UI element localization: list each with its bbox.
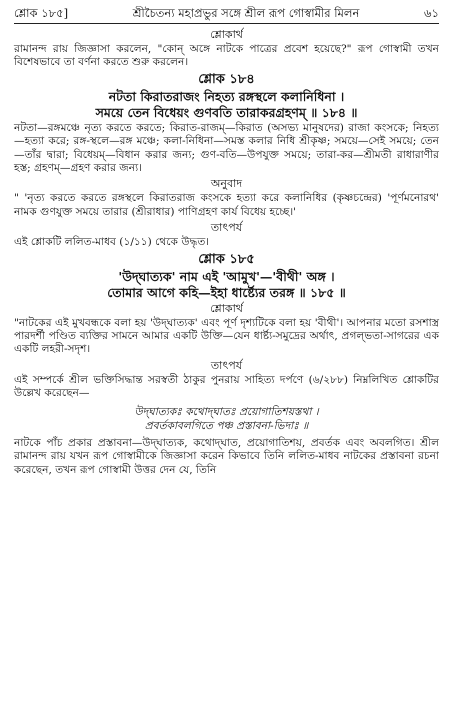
purport-text: নাটকে পাঁচ প্রকার প্রস্তাবনা—উদ্‌ঘাত্যক, কথোদ্‌ঘাত, প্রয়োগাতিশয়, প্রবর্তক এবং অবলগিত। শ্রীল রামানন্দ রায় যখন রূপ গোস্বামীকে জিজ্ঞাসা করেন কিভাবে তিনি ললিত-মাধব নাটকের প্রস্তাবনা রচনা করেছেন, তখন রূপ গোস্বামী উত্তর দেন যে, তিনি <box>14 436 439 476</box>
verse-line: নটতা কিরাতরাজং নিহত্য রঙ্গস্থলে কলানিধিনা । <box>108 88 345 104</box>
verse-line: 'উদ্‌ঘাত্যক' নাম এই 'আমুখ'—'বীথী' অঙ্গ । <box>118 268 335 284</box>
word-synonyms: নটতা—রঙ্গমঞ্চে নৃত্য করতে করতে; কিরাত-রাজম্—কিরাত (অসভ্য মানুষদের) রাজা কংসকে; নিহত্য—হত্যা করে; রঙ্গ-স্থলে—রঙ্গ মঞ্চে; কলা-নিধিনা—সমস্ত কলার নিধি শ্রীকৃষ্ণ; সময়ে—সেই সময়ে; তেন—তাঁর দ্বারা; বিধেয়ম্—বিধান করার জন্য; গুণ-বতি—উপযুক্ত সময়ে; তারা-কর—শ্রীমতী রাধারাণীর হস্ত; গ্রহণম্—গ্রহণ করার জন্য। <box>14 121 439 175</box>
translation-text: রামানন্দ রায় জিজ্ঞাসা করলেন, "কোন্ অঙ্গে নাটকে পাত্রের প্রবেশ হয়েছে?" রূপ গোস্বামী তখন বিশেষভাবে তা বর্ণনা করতে শুরু করলেন। <box>14 43 439 69</box>
quoted-verse <box>14 405 439 433</box>
page-number: ৬১ <box>424 6 439 20</box>
quoted-verse-line: উদ্‌ঘাত্যকঃ কথোদ্‌ঘাতঃ প্রয়োগাতিশয়স্তথা । <box>134 405 319 418</box>
verse-heading: শ্লোক ১৮৪ <box>198 71 255 87</box>
section-heading: তাৎপর্য <box>210 221 243 235</box>
section-heading: অনুবাদ <box>210 177 243 191</box>
quoted-verse-line: প্রবর্তকাবলগিতে পঞ্চ প্রস্তাবনা-ভিদাঃ ॥ <box>144 419 309 432</box>
purport-text: এই সম্পর্কে শ্রীল ভক্তিসিদ্ধান্ত সরস্বতী ঠাকুর পুনরায় সাহিত্য দর্পণে (৬/২৮৮) নিম্নলিখিত শ্লোকটির উল্লেখ করেছেন— <box>14 373 439 400</box>
section-heading: শ্লোকার্থ <box>210 301 243 315</box>
header-chapter-title: শ্রীচৈতন্য মহাপ্রভুর সঙ্গে শ্রীল রূপ গোস্বামীর মিলন <box>132 6 360 20</box>
translation-text: " 'নৃত্য করতে করতে রঙ্গস্থলে কিরাতরাজ কংসকে হত্যা করে কলানিধির (কৃষ্ণচন্দ্রের) 'পূর্ণমনোরথ' নামক গুণযুক্ত সময়ে তারার (শ্রীরাধার) পাণিগ্রহণ কার্য বিধেয় হচ্ছে।' <box>14 192 439 218</box>
translation-text: "নাটকের এই মুখবন্ধকে বলা হয় 'উদ্‌ঘাত্যক' এবং পূর্ণ দৃশ্যটিকে বলা হয় 'বীথী'। আপনার মতো রসশাস্ত্র পারদর্শী পণ্ডিত ব্যক্তির সামনে আমার একটি উক্তি—যেন ধার্ষ্ট্য-সমুদ্রের অর্থাৎ, প্রগল্‌ভতা-সাগরের এক একটি লহরী-সদৃশ। <box>14 316 439 356</box>
section-heading: শ্লোকার্থ <box>210 28 243 41</box>
running-header <box>14 6 439 20</box>
verse-heading: শ্লোক ১৮৫ <box>198 251 255 267</box>
verse-line: সময়ে তেন বিধেয়ং গুণবতি তারাকরগ্রহণম্ ॥ ১৮৪ ॥ <box>95 104 358 120</box>
purport-text: এই শ্লোকটি ললিত-মাধব (১/১১) থেকে উদ্ধৃত। <box>14 236 210 249</box>
verse-line: তোমার আগে কহি—ইহা ধার্ষ্ট্যের তরঙ্গ ॥ ১৮৫ ॥ <box>107 284 346 300</box>
section-heading: তাৎপর্য <box>210 358 243 372</box>
header-verse-ref: শ্লোক ১৮৫] <box>14 6 69 20</box>
header-rule <box>14 23 439 24</box>
